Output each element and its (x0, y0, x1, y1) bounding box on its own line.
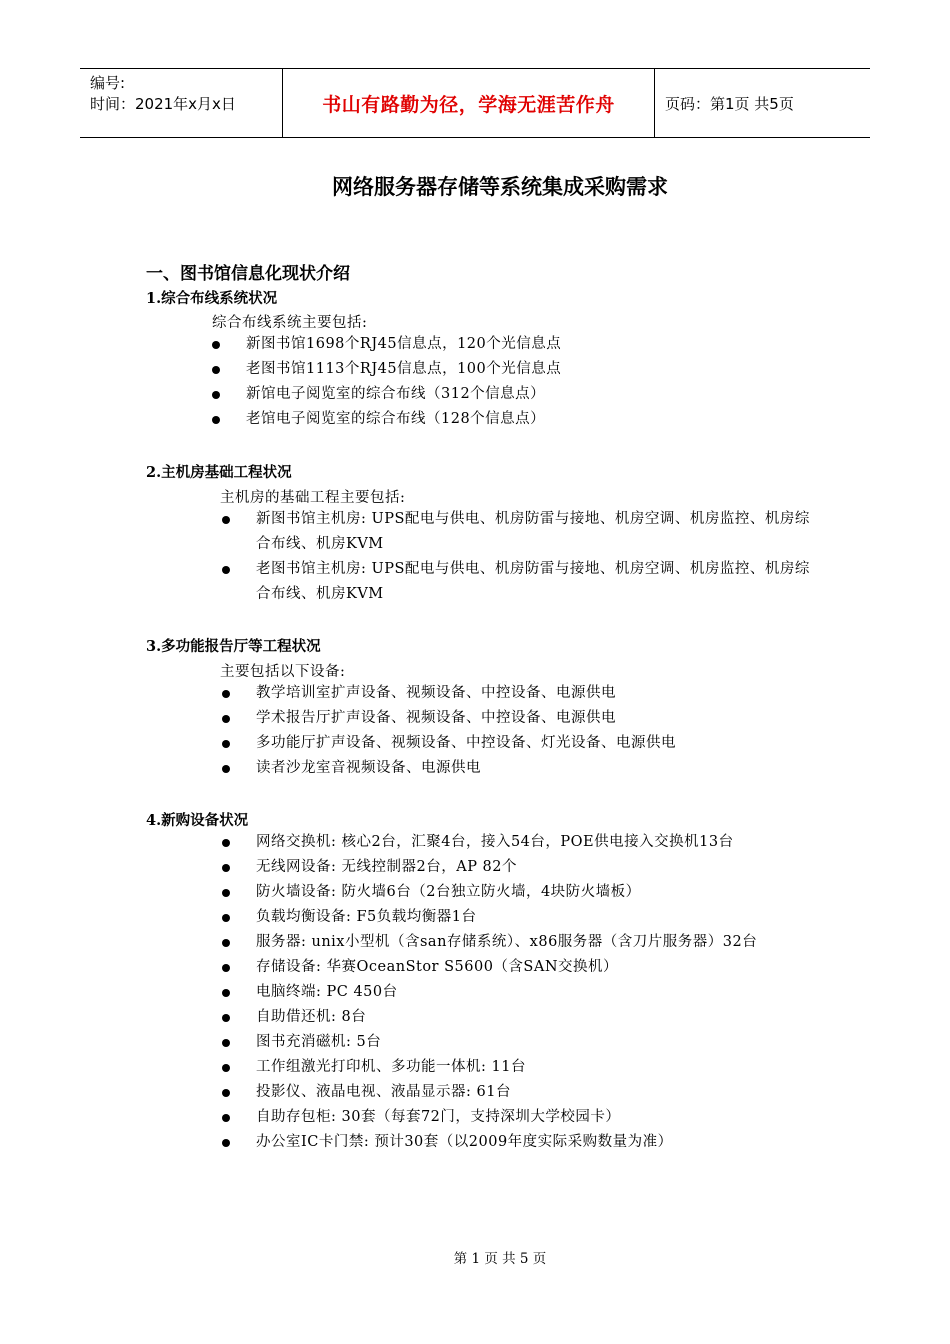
list-item: 老图书馆1113个RJ45信息点，100个光信息点 (212, 357, 832, 382)
list-item: 负载均衡设备: F5负载均衡器1台 (222, 905, 822, 930)
list-item: 电脑终端: PC 450台 (222, 980, 822, 1005)
bullet-icon (222, 690, 230, 698)
list-item: 读者沙龙室音视频设备、电源供电 (222, 756, 822, 781)
list-item: 无线网设备: 无线控制器2台，AP 82个 (222, 855, 822, 880)
list-item: 新图书馆主机房: UPS配电与供电、机房防雷与接地、机房空调、机房监控、机房综合布线、机房KVM (222, 507, 822, 557)
subsection-intro-3: 主要包括以下设备: (220, 664, 346, 680)
subsection-heading-3: 3.多功能报告厅等工程状况 (146, 638, 321, 655)
list-item: 自助借还机: 8台 (222, 1005, 822, 1030)
bullet-icon (222, 566, 230, 574)
header-page-info: 页码：第1页 共5页 (665, 94, 794, 113)
document-number-label: 编号: (90, 74, 126, 92)
list-item: 工作组激光打印机、多功能一体机: 11台 (222, 1055, 822, 1080)
list-item: 自助存包柜: 30套（每套72门，支持深圳大学校园卡） (222, 1105, 822, 1130)
subsection-heading-2: 2.主机房基础工程状况 (146, 464, 292, 481)
bullet-icon (212, 391, 220, 399)
bullet-icon (222, 964, 230, 972)
subsection-heading-4: 4.新购设备状况 (146, 812, 249, 829)
bullet-icon (222, 1064, 230, 1072)
subsection-intro-1: 综合布线系统主要包括: (212, 315, 368, 331)
list-item: 投影仪、液晶电视、液晶显示器: 61台 (222, 1080, 822, 1105)
list-item: 新馆电子阅览室的综合布线（312个信息点） (212, 382, 832, 407)
bullet-icon (222, 989, 230, 997)
bullet-list-4 (222, 830, 822, 1155)
list-item: 老馆电子阅览室的综合布线（128个信息点） (212, 407, 832, 432)
list-item: 图书充消磁机: 5台 (222, 1030, 822, 1055)
list-item: 老图书馆主机房: UPS配电与供电、机房防雷与接地、机房空调、机房监控、机房综合布线、机房KVM (222, 557, 822, 607)
list-item: 防火墙设备: 防火墙6台（2台独立防火墙，4块防火墙板） (222, 880, 822, 905)
bullet-icon (222, 1089, 230, 1097)
bullet-list-3 (222, 681, 822, 781)
bullet-icon (222, 1039, 230, 1047)
list-item: 办公室IC卡门禁: 预计30套（以2009年度实际采购数量为准） (222, 1130, 822, 1155)
header-motto-cell (282, 69, 655, 137)
bullet-list-1 (212, 332, 832, 432)
subsection-heading-1: 1.综合布线系统状况 (146, 290, 278, 307)
list-item: 新图书馆1698个RJ45信息点，120个光信息点 (212, 332, 832, 357)
bullet-icon (212, 416, 220, 424)
bullet-icon (222, 715, 230, 723)
list-item: 教学培训室扩声设备、视频设备、中控设备、电源供电 (222, 681, 822, 706)
list-item: 网络交换机: 核心2台，汇聚4台，接入54台，POE供电接入交换机13台 (222, 830, 822, 855)
header-table (80, 68, 870, 138)
bullet-icon (222, 864, 230, 872)
bullet-icon (222, 839, 230, 847)
bullet-icon (222, 1139, 230, 1147)
subsection-intro-2: 主机房的基础工程主要包括: (220, 490, 406, 506)
bullet-icon (222, 939, 230, 947)
bullet-icon (222, 889, 230, 897)
bullet-list-2 (222, 507, 822, 607)
bullet-icon (222, 914, 230, 922)
section-heading: 一、图书馆信息化现状介绍 (146, 264, 350, 284)
page-footer: 第 1 页 共 5 页 (453, 1251, 547, 1267)
bullet-icon (222, 740, 230, 748)
header-meta (80, 69, 282, 137)
bullet-icon (222, 1114, 230, 1122)
bullet-icon (222, 765, 230, 773)
list-item: 存储设备: 华赛OceanStor S5600（含SAN交换机） (222, 955, 822, 980)
bullet-icon (222, 516, 230, 524)
document-time: 时间：2021年x月x日 (90, 95, 236, 113)
bullet-icon (212, 366, 220, 374)
list-item: 服务器: unix小型机（含san存储系统）、x86服务器（含刀片服务器）32台 (222, 930, 822, 955)
bullet-icon (212, 341, 220, 349)
list-item: 学术报告厅扩声设备、视频设备、中控设备、电源供电 (222, 706, 822, 731)
bullet-icon (222, 1014, 230, 1022)
list-item: 多功能厅扩声设备、视频设备、中控设备、灯光设备、电源供电 (222, 731, 822, 756)
header-motto: 书山有路勤为径，学海无涯苦作舟 (322, 93, 615, 116)
document-title: 网络服务器存储等系统集成采购需求 (332, 175, 668, 199)
